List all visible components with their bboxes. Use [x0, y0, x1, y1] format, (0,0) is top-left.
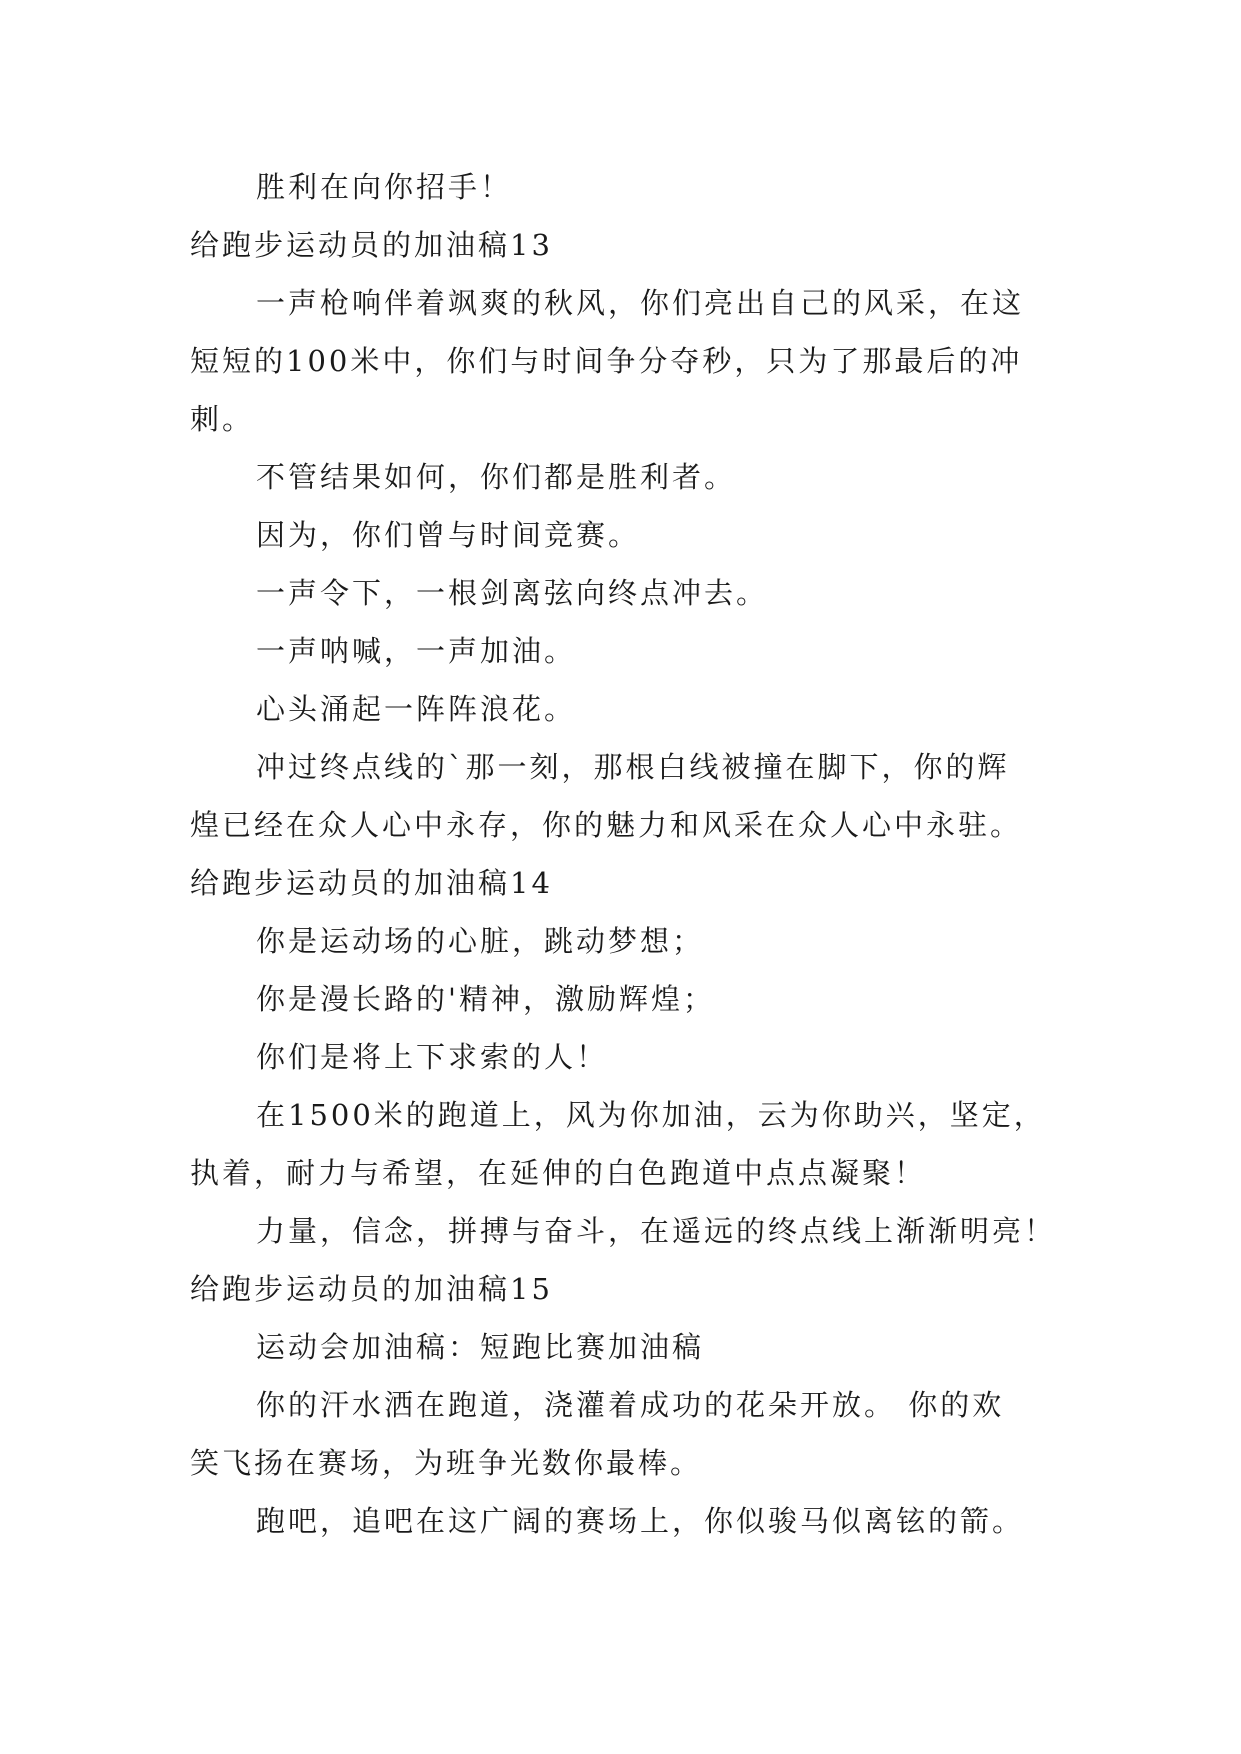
document-body: [190, 158, 1080, 1550]
paragraph-line: 力量，信念，拼搏与奋斗，在遥远的终点线上渐渐明亮！: [256, 1214, 1057, 1248]
paragraph-line: 冲过终点线的`那一刻，那根白线被撞在脚下，你的辉: [256, 750, 1010, 784]
paragraph-line: 笑飞扬在赛场，为班争光数你最棒。: [190, 1446, 703, 1480]
paragraph-line: 刺。: [190, 402, 255, 436]
paragraph-line: 你的汗水洒在跑道，浇灌着成功的花朵开放。 你的欢: [256, 1388, 1005, 1422]
paragraph-line: 你们是将上下求索的人！: [256, 1040, 609, 1074]
paragraph-line: 心头涌起一阵阵浪花。: [256, 692, 577, 726]
paragraph-line: 胜利在向你招手！: [256, 170, 513, 204]
paragraph-line: 一声枪响伴着飒爽的秋风，你们亮出自己的风采，在这: [256, 286, 1025, 320]
paragraph-line: 运动会加油稿：短跑比赛加油稿: [256, 1330, 705, 1364]
paragraph-line: 煌已经在众人心中永存，你的魅力和风采在众人心中永驻。: [190, 808, 1023, 842]
section-heading: 给跑步运动员的加油稿15: [190, 1272, 553, 1306]
paragraph-line: 执着，耐力与希望，在延伸的白色跑道中点点凝聚！: [190, 1156, 927, 1190]
paragraph-line: 跑吧，追吧在这广阔的赛场上，你似骏马似离铉的箭。: [256, 1504, 1025, 1538]
paragraph-line: 一声呐喊，一声加油。: [256, 634, 577, 668]
paragraph-line: 你是运动场的心脏，跳动梦想；: [256, 924, 705, 958]
section-heading: 给跑步运动员的加油稿13: [190, 228, 553, 262]
paragraph-line: 短短的100米中，你们与时间争分夺秒，只为了那最后的冲: [190, 344, 1023, 378]
paragraph-line: 不管结果如何，你们都是胜利者。: [256, 460, 737, 494]
paragraph-line: 你是漫长路的'精神，激励辉煌；: [256, 982, 715, 1016]
paragraph-line: 一声令下，一根剑离弦向终点冲去。: [256, 576, 769, 610]
paragraph-line: 在1500米的跑道上，风为你加油，云为你助兴，坚定，: [256, 1098, 1046, 1132]
paragraph-line: 因为，你们曾与时间竞赛。: [256, 518, 641, 552]
section-heading: 给跑步运动员的加油稿14: [190, 866, 553, 900]
